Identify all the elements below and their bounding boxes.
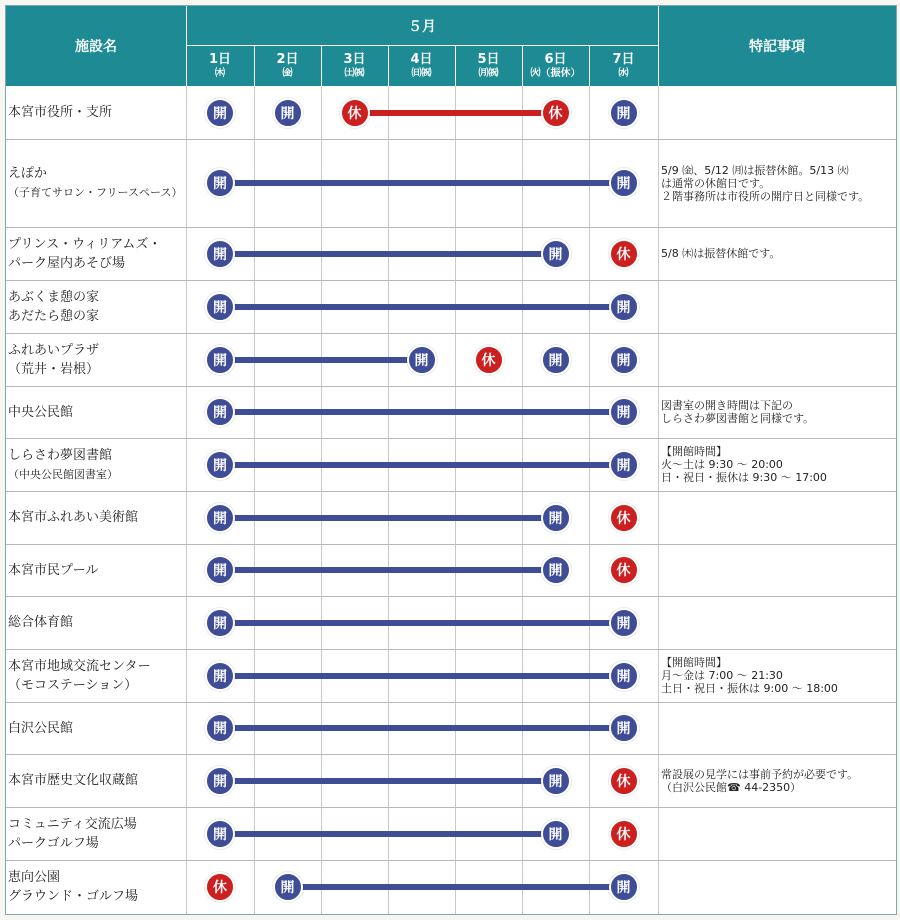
open-mark: 開 xyxy=(205,98,235,128)
open-mark: 開 xyxy=(205,608,235,638)
open-period-bar xyxy=(220,409,624,415)
facility-name-line: 本宮市地域交流センター xyxy=(8,658,151,674)
day-number: 4日 xyxy=(410,51,433,67)
open-mark: 開 xyxy=(541,766,571,796)
remark-text xyxy=(661,227,893,280)
remark-text xyxy=(661,386,893,438)
facility-name-line: グラウンド・ゴルフ場 xyxy=(8,889,139,904)
open-mark: 開 xyxy=(541,555,571,585)
facility-name xyxy=(8,754,186,807)
header-divider xyxy=(388,45,389,86)
header-divider xyxy=(254,45,255,86)
day-weekday: ㈫（振休） xyxy=(530,67,581,79)
open-mark: 開 xyxy=(609,661,639,691)
header-divider xyxy=(455,45,456,86)
facility-name-line: 総合体育館 xyxy=(8,615,74,630)
open-mark: 開 xyxy=(609,98,639,128)
open-mark: 開 xyxy=(205,713,235,743)
closed-mark: 休 xyxy=(609,766,639,796)
open-mark: 開 xyxy=(205,292,235,322)
remark-line: 常設展の見学には事前予約が必要です。 xyxy=(661,767,859,781)
open-period-bar xyxy=(220,673,624,679)
facility-subname: （中央公民館図書室） xyxy=(8,467,118,481)
facility-name-line: （モコステーション） xyxy=(8,677,138,693)
open-period-bar xyxy=(220,180,624,186)
open-period-bar xyxy=(220,515,556,521)
closed-mark: 休 xyxy=(609,555,639,585)
column-divider xyxy=(186,86,187,914)
remark-line: 【開館時間】 xyxy=(661,656,727,669)
closed-mark: 休 xyxy=(609,239,639,269)
facility-name-line: パークゴルフ場 xyxy=(8,835,99,851)
facility-name xyxy=(8,333,186,386)
facility-name xyxy=(8,438,186,491)
open-mark: 開 xyxy=(205,168,235,198)
facility-subname: （子育てサロン・フリースペース） xyxy=(8,186,183,199)
open-period-bar xyxy=(288,884,624,890)
facility-name-line: 本宮市民プール xyxy=(8,562,99,578)
facility-name-line: コミュニティ交流広場 xyxy=(8,816,137,832)
open-mark: 開 xyxy=(541,239,571,269)
column-divider xyxy=(321,86,322,914)
closed-mark: 休 xyxy=(205,872,235,902)
open-mark: 開 xyxy=(407,345,437,375)
open-mark: 開 xyxy=(205,450,235,480)
facility-name-line: 中央公民館 xyxy=(8,404,74,420)
remark-line: 火～土は 9:30 ～ 20:00 xyxy=(661,458,783,471)
open-period-bar xyxy=(220,304,624,310)
open-mark: 開 xyxy=(609,450,639,480)
facility-name xyxy=(8,227,186,280)
open-mark: 開 xyxy=(609,608,639,638)
day-weekday: ㈬ xyxy=(618,67,629,79)
remark-text xyxy=(661,754,893,807)
facility-name-line: ふれあいプラザ xyxy=(8,342,100,358)
schedule-table xyxy=(5,5,897,915)
open-mark: 開 xyxy=(609,345,639,375)
header-divider xyxy=(522,45,523,86)
day-header xyxy=(589,45,658,86)
open-mark: 開 xyxy=(609,292,639,322)
facility-name xyxy=(8,596,186,649)
facility-name xyxy=(8,280,186,333)
day-header xyxy=(186,45,254,86)
open-mark: 開 xyxy=(205,555,235,585)
month-header: ５月 xyxy=(186,6,658,45)
open-period-bar xyxy=(220,725,624,731)
facility-name-line: 本宮市歴史文化収蔵館 xyxy=(8,773,139,788)
day-number: 5日 xyxy=(477,51,500,67)
header-divider xyxy=(186,6,187,86)
open-period-bar xyxy=(220,831,556,837)
open-mark: 開 xyxy=(609,713,639,743)
remark-line: 5/8 ㈭は振替休館です。 xyxy=(661,247,781,260)
open-mark: 開 xyxy=(541,345,571,375)
day-weekday: ㈮ xyxy=(282,67,293,79)
closed-mark: 休 xyxy=(609,503,639,533)
open-period-bar xyxy=(220,357,422,363)
day-header xyxy=(522,45,589,86)
column-divider xyxy=(522,86,523,914)
day-weekday: ㈯㈷ xyxy=(344,67,365,79)
facility-name-line: あだたら憩の家 xyxy=(8,308,100,324)
open-mark: 開 xyxy=(609,397,639,427)
remark-line: 図書室の開き時間は下記の xyxy=(661,399,793,412)
facility-name-line: 恵向公園 xyxy=(8,870,61,885)
facility-name xyxy=(8,702,186,754)
facility-name-line: 本宮市役所・支所 xyxy=(8,105,113,120)
open-period-bar xyxy=(220,462,624,468)
day-weekday: ㈭ xyxy=(215,67,225,79)
day-header xyxy=(321,45,388,86)
open-mark: 開 xyxy=(205,819,235,849)
remark-text xyxy=(661,139,893,227)
header-divider xyxy=(589,45,590,86)
remark-line: ２階事務所は市役所の開庁日と同様です。 xyxy=(661,189,870,203)
day-number: 3日 xyxy=(343,51,366,67)
facility-name xyxy=(8,860,186,914)
day-number: 2日 xyxy=(276,51,299,67)
facility-name xyxy=(8,386,186,438)
remark-line: 日・祝日・振休は 9:30 ～ 17:00 xyxy=(661,471,827,484)
day-weekday: ㈰㈷ xyxy=(411,67,432,79)
closed-period-bar xyxy=(355,110,556,116)
closed-mark: 休 xyxy=(474,345,504,375)
facility-name xyxy=(8,86,186,139)
closed-mark: 休 xyxy=(541,98,571,128)
open-mark: 開 xyxy=(205,397,235,427)
facility-name-line: 本宮市ふれあい美術館 xyxy=(8,510,139,525)
remark-text xyxy=(661,649,893,702)
open-mark: 開 xyxy=(205,661,235,691)
open-period-bar xyxy=(220,778,556,784)
open-mark: 開 xyxy=(205,766,235,796)
day-header xyxy=(455,45,522,86)
open-mark: 開 xyxy=(609,872,639,902)
open-mark: 開 xyxy=(205,345,235,375)
facility-name xyxy=(8,544,186,596)
facility-name xyxy=(8,649,186,702)
open-period-bar xyxy=(220,567,556,573)
facility-name xyxy=(8,139,186,227)
remark-line: 月～金は 7:00 ～ 21:30 xyxy=(661,669,783,682)
open-mark: 開 xyxy=(541,503,571,533)
facility-name-line: あぶくま憩の家 xyxy=(8,289,100,305)
remark-line: しらさわ夢図書館と同様です。 xyxy=(661,412,815,425)
remark-text xyxy=(661,438,893,491)
day-number: 6日 xyxy=(544,51,567,67)
header-divider xyxy=(321,45,322,86)
day-number: 7日 xyxy=(612,51,635,67)
day-weekday: ㈪㈷ xyxy=(478,67,499,79)
remark-line: 【開館時間】 xyxy=(661,445,727,458)
open-mark: 開 xyxy=(273,98,303,128)
facility-name-line: パーク屋内あそび場 xyxy=(8,255,126,271)
open-mark: 開 xyxy=(541,819,571,849)
column-divider xyxy=(589,86,590,914)
remark-line: 土日・祝日・振休は 9:00 ～ 18:00 xyxy=(661,682,838,695)
facility-name-line: プリンス・ウィリアムズ・ xyxy=(8,236,162,252)
facility-name-line: 白沢公民館 xyxy=(8,720,74,736)
closed-mark: 休 xyxy=(340,98,370,128)
day-number: 1日 xyxy=(208,51,232,67)
open-mark: 開 xyxy=(273,872,303,902)
facility-name-line: （荒井・岩根） xyxy=(8,361,100,377)
facility-name-line: えぽか xyxy=(8,166,48,181)
day-header xyxy=(254,45,321,86)
facility-name xyxy=(8,491,186,544)
open-mark: 開 xyxy=(205,239,235,269)
closed-mark: 休 xyxy=(609,819,639,849)
open-period-bar xyxy=(220,251,556,257)
column-divider xyxy=(658,86,659,914)
facility-name xyxy=(8,807,186,860)
remark-line: 5/9 ㈮、5/12 ㈪は振替休館。5/13 ㈫ xyxy=(661,163,849,177)
open-mark: 開 xyxy=(609,168,639,198)
column-divider xyxy=(455,86,456,914)
remark-line: は通常の休館日です。 xyxy=(661,176,771,190)
facility-name-line: しらさわ夢図書館 xyxy=(8,447,113,463)
facility-header: 施設名 xyxy=(6,6,186,86)
open-mark: 開 xyxy=(205,503,235,533)
remark-line: （白沢公民館☎ 44-2350） xyxy=(661,780,802,794)
header-divider xyxy=(186,45,658,46)
day-header xyxy=(388,45,455,86)
header-divider xyxy=(658,6,659,86)
column-divider xyxy=(388,86,389,914)
column-divider xyxy=(254,86,255,914)
open-period-bar xyxy=(220,620,624,626)
notes-header: 特記事項 xyxy=(658,6,896,86)
